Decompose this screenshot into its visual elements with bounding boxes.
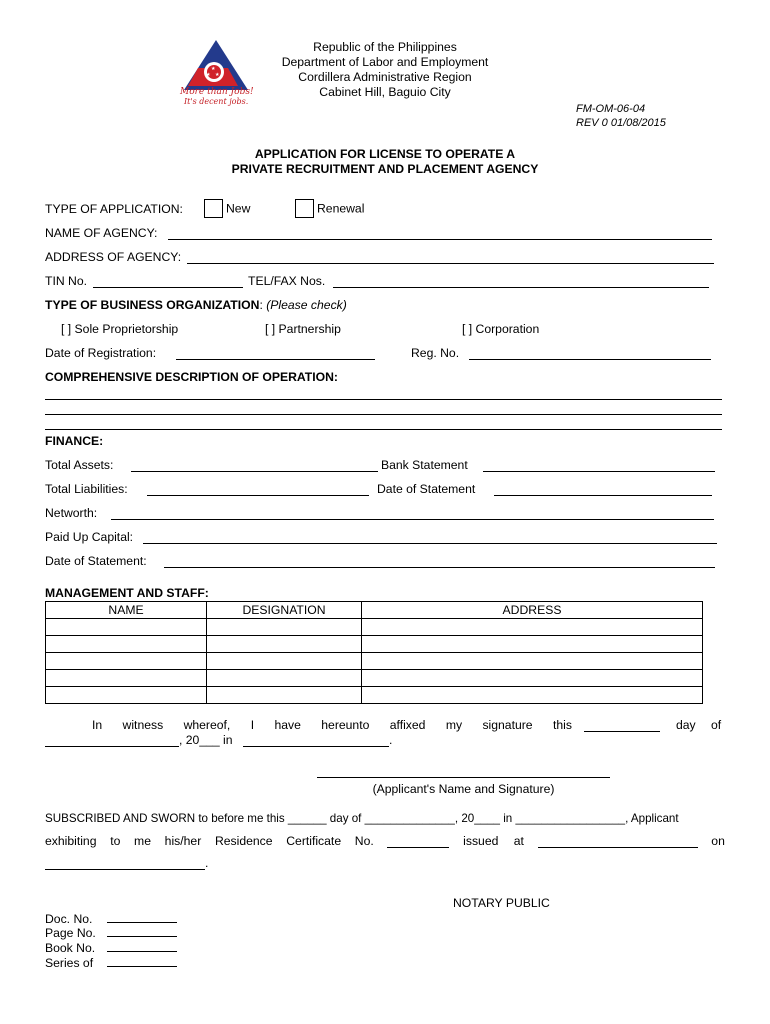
witness-word: my bbox=[445, 718, 463, 732]
svg-text:★: ★ bbox=[206, 72, 211, 78]
doc-no-field[interactable] bbox=[107, 911, 177, 923]
networth-label: Networth: bbox=[45, 506, 98, 520]
reg-no-label: Reg. No. bbox=[411, 346, 460, 360]
witness-word: signature bbox=[482, 718, 533, 732]
notary-public-label: NOTARY PUBLIC bbox=[453, 896, 550, 910]
description-line-3[interactable] bbox=[45, 429, 722, 430]
total-liabilities-field[interactable] bbox=[147, 495, 369, 496]
applicant-signature-label: (Applicant's Name and Signature) bbox=[372, 782, 555, 796]
sworn-line-1: SUBSCRIBED AND SWORN to before me this ______ day of ______________, 20____ in _________________, Applicant bbox=[45, 812, 679, 825]
tin-field[interactable] bbox=[93, 287, 243, 288]
logo-tagline-1: More than Jobs! bbox=[180, 87, 254, 97]
table-cell[interactable] bbox=[207, 619, 362, 636]
telfax-label: TEL/FAX Nos. bbox=[248, 274, 326, 288]
total-assets-label: Total Assets: bbox=[45, 458, 114, 472]
table-cell[interactable] bbox=[207, 653, 362, 670]
page-no-row bbox=[45, 925, 177, 940]
witness-word: I bbox=[250, 718, 255, 732]
table-cell[interactable] bbox=[46, 687, 207, 704]
bank-statement-label: Bank Statement bbox=[381, 458, 468, 472]
table-cell[interactable] bbox=[362, 619, 703, 636]
book-no-field[interactable] bbox=[107, 940, 177, 952]
witness-word: affixed bbox=[389, 718, 426, 732]
sworn-period: . bbox=[205, 856, 209, 870]
series-of-label: Series of bbox=[45, 956, 94, 970]
new-label: New bbox=[226, 201, 251, 216]
header-republic: Republic of the Philippines bbox=[313, 40, 457, 54]
reg-no-field[interactable] bbox=[469, 359, 711, 360]
table-cell[interactable] bbox=[207, 636, 362, 653]
option-partnership[interactable]: [ ] Partnership bbox=[265, 322, 341, 336]
agency-name-label: NAME OF AGENCY: bbox=[45, 226, 158, 240]
table-cell[interactable] bbox=[362, 636, 703, 653]
table-row[interactable] bbox=[46, 619, 703, 636]
table-cell[interactable] bbox=[46, 636, 207, 653]
renewal-label: Renewal bbox=[317, 201, 365, 216]
witness-day-field[interactable] bbox=[584, 731, 660, 732]
witness-word: hereunto bbox=[321, 718, 370, 732]
date-of-statement2-field[interactable] bbox=[164, 567, 715, 568]
table-cell[interactable] bbox=[207, 670, 362, 687]
sworn-word: exhibiting bbox=[45, 834, 97, 848]
issued-at-field[interactable] bbox=[538, 835, 698, 848]
header-address: Cabinet Hill, Baguio City bbox=[319, 85, 451, 99]
witness-word: In bbox=[92, 718, 103, 732]
sworn-date-field[interactable] bbox=[45, 869, 205, 870]
form-code: FM-OM-06-04 bbox=[576, 103, 646, 115]
table-cell[interactable] bbox=[362, 653, 703, 670]
registration-date-label: Date of Registration: bbox=[45, 346, 157, 360]
book-no-label: Book No. bbox=[45, 941, 96, 955]
date-of-statement-label: Date of Statement bbox=[377, 482, 476, 496]
paid-up-capital-label: Paid Up Capital: bbox=[45, 530, 134, 544]
table-cell[interactable] bbox=[46, 670, 207, 687]
staff-col-name: NAME bbox=[46, 602, 207, 619]
table-cell[interactable] bbox=[46, 653, 207, 670]
table-cell[interactable] bbox=[362, 687, 703, 704]
agency-name-field[interactable] bbox=[168, 239, 712, 240]
renewal-option[interactable] bbox=[295, 200, 364, 219]
staff-table bbox=[45, 601, 703, 704]
sworn-line-2 bbox=[45, 834, 725, 848]
witness-of-label: of bbox=[711, 718, 722, 732]
doc-no-row bbox=[45, 911, 177, 926]
option-sole-proprietorship[interactable]: [ ] Sole Proprietorship bbox=[61, 322, 179, 336]
staff-heading: MANAGEMENT AND STAFF: bbox=[45, 586, 209, 600]
form-title-line2: PRIVATE RECRUITMENT AND PLACEMENT AGENCY bbox=[231, 162, 539, 176]
agency-address-label: ADDRESS OF AGENCY: bbox=[45, 250, 182, 264]
sworn-word: to bbox=[110, 834, 121, 848]
staff-header-row bbox=[46, 602, 703, 619]
table-row[interactable] bbox=[46, 653, 703, 670]
form-title-line1: APPLICATION FOR LICENSE TO OPERATE A bbox=[254, 147, 516, 161]
paid-up-capital-field[interactable] bbox=[143, 543, 717, 544]
witness-clause bbox=[92, 718, 572, 732]
witness-year-label: , 20___ in bbox=[179, 733, 233, 747]
renewal-checkbox[interactable] bbox=[295, 199, 314, 218]
witness-place-field[interactable] bbox=[243, 746, 389, 747]
form-revision: REV 0 01/08/2015 bbox=[576, 117, 666, 129]
witness-word: witness bbox=[122, 718, 164, 732]
sworn-word: Certificate bbox=[286, 834, 342, 848]
witness-month-field[interactable] bbox=[45, 746, 179, 747]
witness-word: this bbox=[552, 718, 572, 732]
witness-day-label: day bbox=[676, 718, 696, 732]
table-row[interactable] bbox=[46, 636, 703, 653]
header-region: Cordillera Administrative Region bbox=[298, 70, 472, 84]
book-no-row bbox=[45, 940, 177, 955]
total-liabilities-label: Total Liabilities: bbox=[45, 482, 128, 496]
telfax-field[interactable] bbox=[333, 287, 709, 288]
new-checkbox[interactable] bbox=[204, 199, 223, 218]
sworn-word: Residence bbox=[214, 834, 273, 848]
description-line-1[interactable] bbox=[45, 399, 722, 400]
networth-field[interactable] bbox=[111, 519, 714, 520]
logo-tagline-2: It's decent jobs. bbox=[184, 97, 249, 106]
sworn-word: me bbox=[134, 834, 151, 848]
table-cell[interactable] bbox=[46, 619, 207, 636]
description-line-2[interactable] bbox=[45, 414, 722, 415]
doc-no-label: Doc. No. bbox=[45, 912, 93, 926]
applicant-signature-field[interactable] bbox=[317, 777, 610, 778]
table-cell[interactable] bbox=[207, 687, 362, 704]
sworn-word: No. bbox=[354, 834, 374, 848]
table-cell[interactable] bbox=[362, 670, 703, 687]
new-option[interactable] bbox=[204, 200, 250, 219]
finance-heading: FINANCE: bbox=[45, 434, 104, 448]
issued-at-label: issued at bbox=[463, 834, 524, 848]
type-of-application-label: TYPE OF APPLICATION: bbox=[45, 202, 183, 216]
witness-word: have bbox=[274, 718, 301, 732]
bank-statement-field[interactable] bbox=[483, 471, 715, 472]
witness-word: whereof, bbox=[183, 718, 231, 732]
please-check-note: (Please check) bbox=[266, 298, 347, 312]
option-corporation[interactable]: [ ] Corporation bbox=[462, 322, 540, 336]
series-of-row bbox=[45, 955, 177, 970]
business-organization-title: TYPE OF BUSINESS ORGANIZATION bbox=[45, 298, 260, 312]
series-of-field[interactable] bbox=[107, 955, 177, 967]
svg-text:★: ★ bbox=[215, 72, 220, 78]
witness-period: . bbox=[389, 733, 393, 747]
registration-date-field[interactable] bbox=[176, 359, 375, 360]
table-row[interactable] bbox=[46, 687, 703, 704]
date-of-statement-field[interactable] bbox=[494, 495, 712, 496]
business-organization-heading: TYPE OF BUSINESS ORGANIZATION: (Please check) bbox=[45, 298, 347, 312]
sworn-word: his/her bbox=[164, 834, 202, 848]
page-no-label: Page No. bbox=[45, 926, 96, 940]
page-no-field[interactable] bbox=[107, 925, 177, 937]
total-assets-field[interactable] bbox=[131, 471, 378, 472]
residence-cert-field[interactable] bbox=[387, 835, 449, 848]
table-row[interactable] bbox=[46, 670, 703, 687]
agency-address-field[interactable] bbox=[187, 263, 714, 264]
staff-col-address: ADDRESS bbox=[362, 602, 703, 619]
date-of-statement2-label: Date of Statement: bbox=[45, 554, 147, 568]
description-heading: COMPREHENSIVE DESCRIPTION OF OPERATION: bbox=[45, 370, 338, 384]
tin-label: TIN No. bbox=[45, 274, 87, 288]
staff-col-designation: DESIGNATION bbox=[207, 602, 362, 619]
svg-text:★: ★ bbox=[211, 66, 216, 72]
header-department: Department of Labor and Employment bbox=[281, 55, 489, 69]
on-label: on bbox=[711, 834, 725, 848]
